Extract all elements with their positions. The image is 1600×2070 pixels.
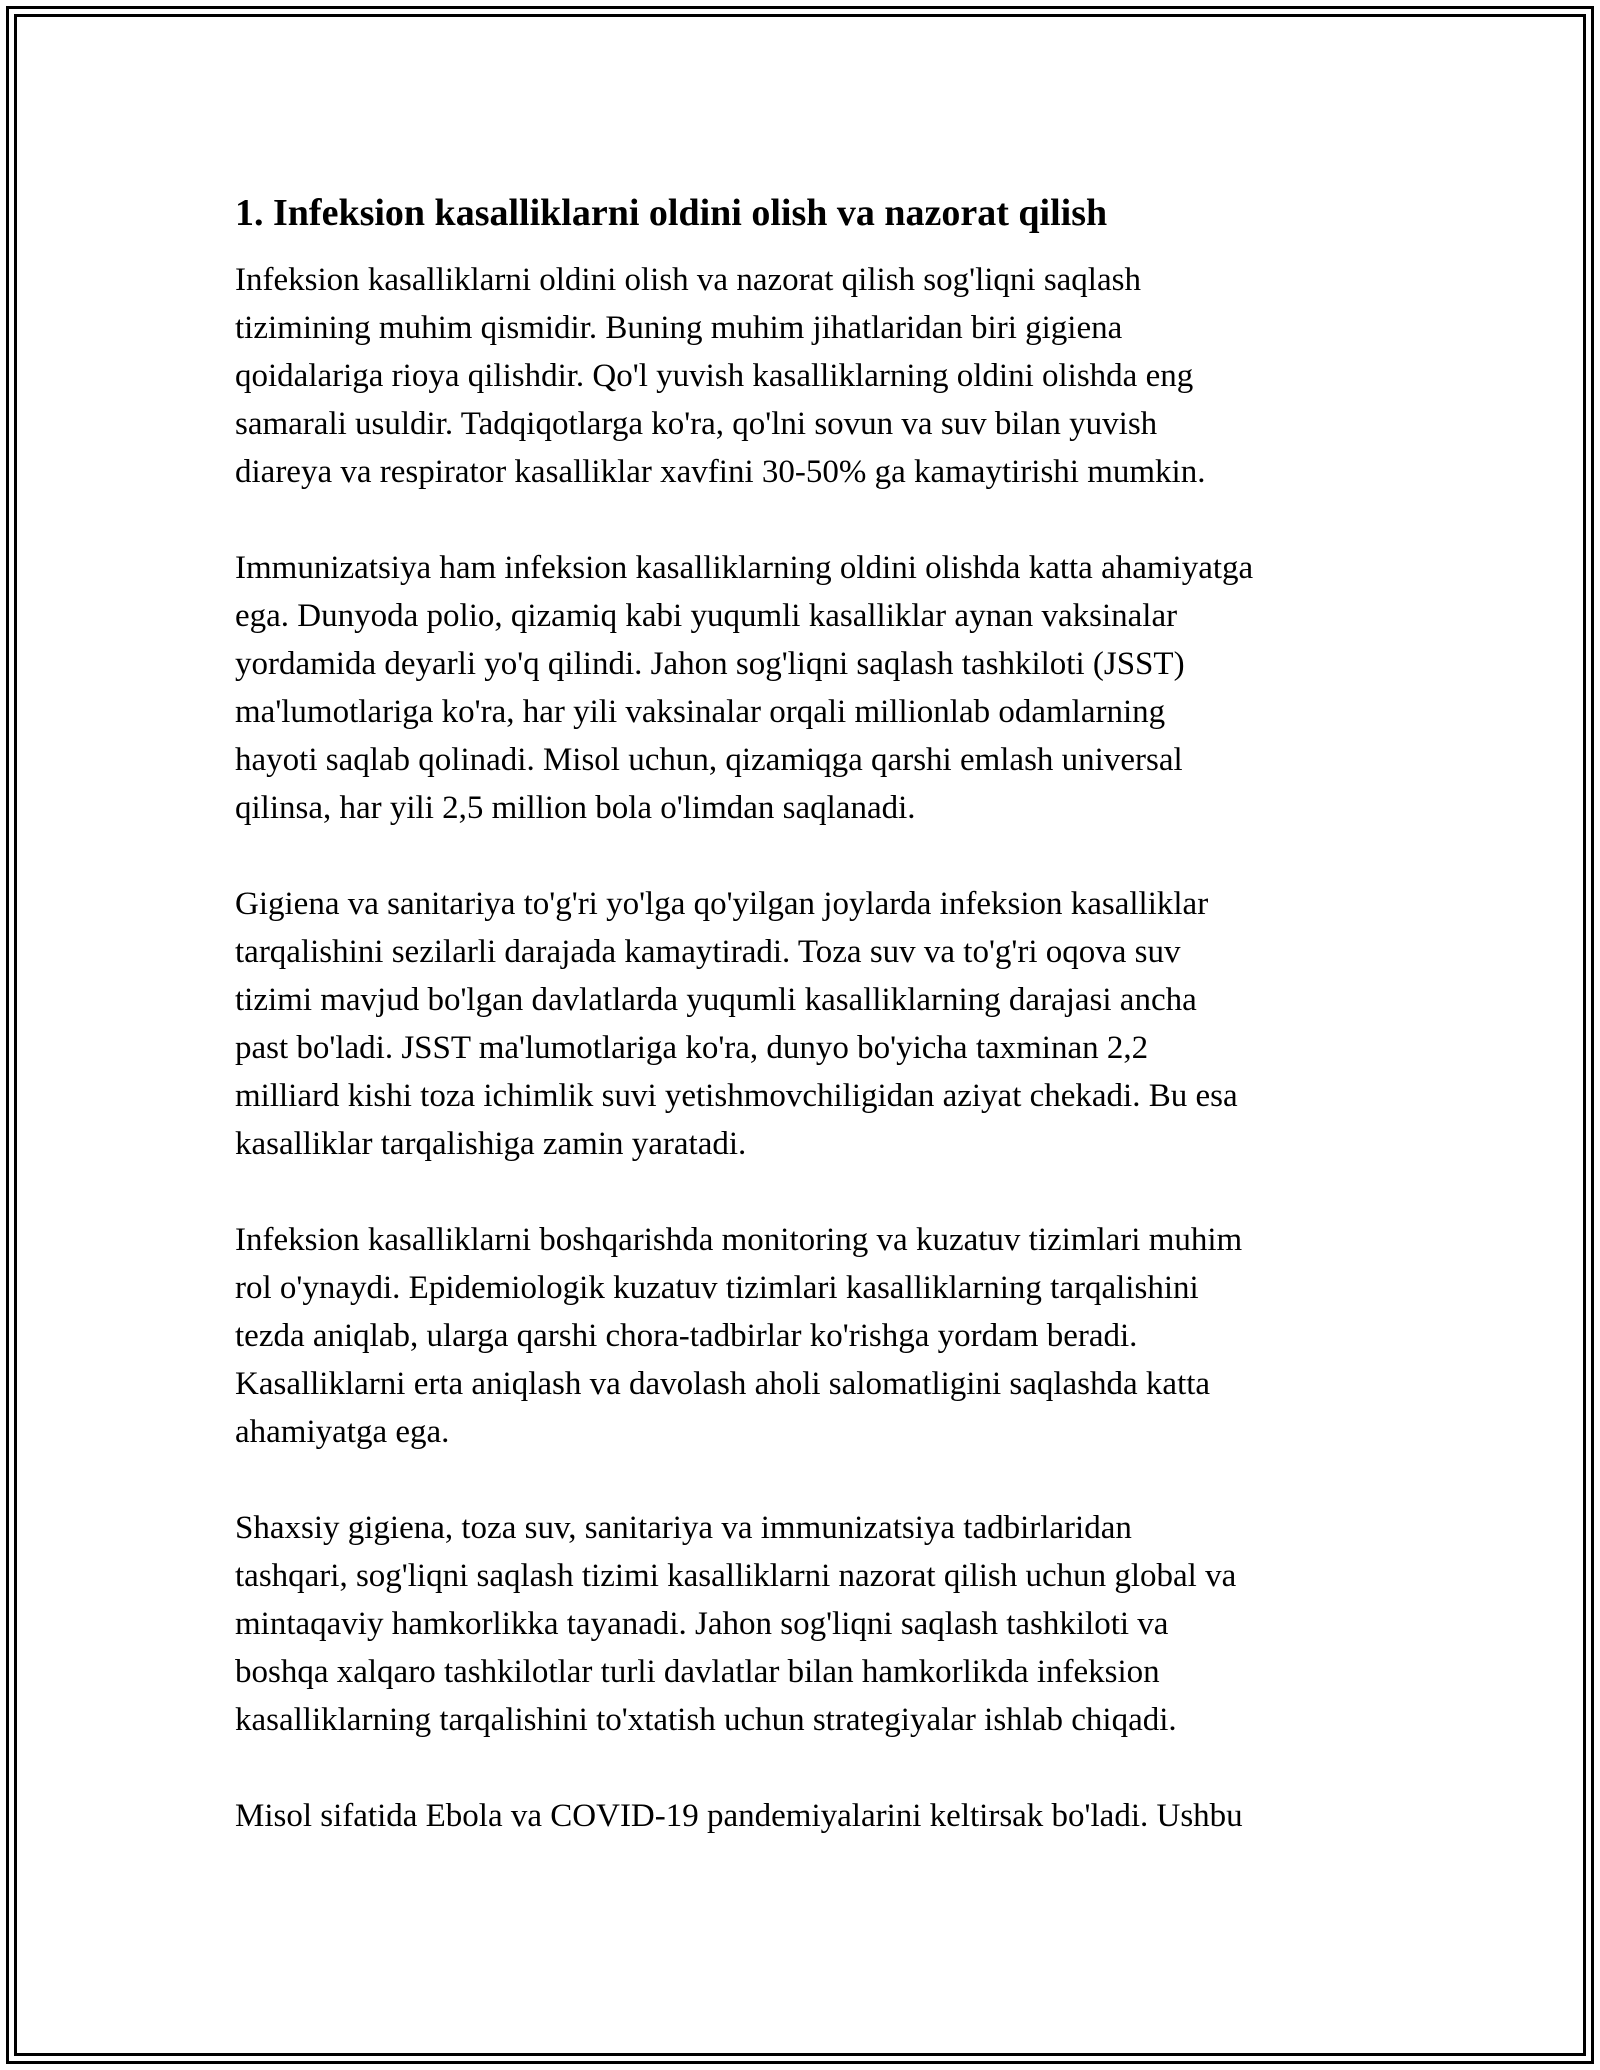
text-line: milliard kishi toza ichimlik suvi yetishmovchiligidan aziyat chekadi. Bu esa: [235, 1078, 1238, 1114]
text-line: tizimi mavjud bo'lgan davlatlarda yuqumli kasalliklarning darajasi ancha: [235, 982, 1197, 1018]
text-line: tizimining muhim qismidir. Buning muhim jihatlaridan biri gigiena: [235, 310, 1123, 346]
text-line: boshqa xalqaro tashkilotlar turli davlatlar bilan hamkorlikda infeksion: [235, 1654, 1160, 1690]
text-line: tarqalishini sezilarli darajada kamaytiradi. Toza suv va to'g'ri oqova suv: [235, 934, 1181, 970]
text-line: Kasalliklarni erta aniqlash va davolash aholi salomatligini saqlashda katta: [235, 1366, 1211, 1402]
paragraph-example: [235, 1792, 1375, 1840]
document-title: 1. Infeksion kasalliklarni oldini olish va nazorat qilish: [235, 192, 1108, 234]
text-line: ahamiyatga ega.: [235, 1414, 450, 1450]
text-line: samarali usuldir. Tadqiqotlarga ko'ra, qo'lni sovun va suv bilan yuvish: [235, 406, 1158, 442]
text-line: tezda aniqlab, ularga qarshi chora-tadbirlar ko'rishga yordam beradi.: [235, 1318, 1138, 1354]
paragraph-hygiene: [235, 256, 1375, 496]
text-line: qoidalariga rioya qilishdir. Qo'l yuvish kasalliklarning oldini olishda eng: [235, 358, 1194, 394]
text-line: Infeksion kasalliklarni oldini olish va nazorat qilish sog'liqni saqlash: [235, 262, 1141, 298]
document-page: [235, 188, 1375, 1888]
text-line: Immunizatsiya ham infeksion kasalliklarning oldini olishda katta ahamiyatga: [235, 550, 1254, 586]
text-line: Misol sifatida Ebola va COVID-19 pandemiyalarini keltirsak bo'ladi. Ushbu: [235, 1798, 1243, 1834]
text-line: qilinsa, har yili 2,5 million bola o'limdan saqlanadi.: [235, 790, 916, 826]
paragraph-sanitation: [235, 880, 1375, 1168]
text-line: hayoti saqlab qolinadi. Misol uchun, qizamiqga qarshi emlash universal: [235, 742, 1183, 778]
text-line: yordamida deyarli yo'q qilindi. Jahon sog'liqni saqlash tashkiloti (JSST): [235, 646, 1185, 682]
text-line: Shaxsiy gigiena, toza suv, sanitariya va immunizatsiya tadbirlaridan: [235, 1510, 1132, 1546]
paragraph-monitoring: [235, 1216, 1375, 1456]
text-line: Gigiena va sanitariya to'g'ri yo'lga qo'yilgan joylarda infeksion kasalliklar: [235, 886, 1209, 922]
document-body: [235, 256, 1375, 1840]
text-line: ma'lumotlariga ko'ra, har yili vaksinalar orqali millionlab odamlarning: [235, 694, 1166, 730]
text-line: diareya va respirator kasalliklar xavfini 30-50% ga kamaytirishi mumkin.: [235, 454, 1206, 490]
text-line: kasalliklarning tarqalishini to'xtatish uchun strategiyalar ishlab chiqadi.: [235, 1702, 1177, 1738]
text-line: kasalliklar tarqalishiga zamin yaratadi.: [235, 1126, 747, 1162]
text-line: past bo'ladi. JSST ma'lumotlariga ko'ra, dunyo bo'yicha taxminan 2,2: [235, 1030, 1149, 1066]
text-line: rol o'ynaydi. Epidemiologik kuzatuv tizimlari kasalliklarning tarqalishini: [235, 1270, 1199, 1306]
paragraph-cooperation: [235, 1504, 1375, 1744]
text-line: tashqari, sog'liqni saqlash tizimi kasalliklarni nazorat qilish uchun global va: [235, 1558, 1237, 1594]
paragraph-immunization: [235, 544, 1375, 832]
text-line: mintaqaviy hamkorlikka tayanadi. Jahon sog'liqni saqlash tashkiloti va: [235, 1606, 1169, 1642]
text-line: ega. Dunyoda polio, qizamiq kabi yuqumli kasalliklar aynan vaksinalar: [235, 598, 1178, 634]
text-line: Infeksion kasalliklarni boshqarishda monitoring va kuzatuv tizimlari muhim: [235, 1222, 1243, 1258]
